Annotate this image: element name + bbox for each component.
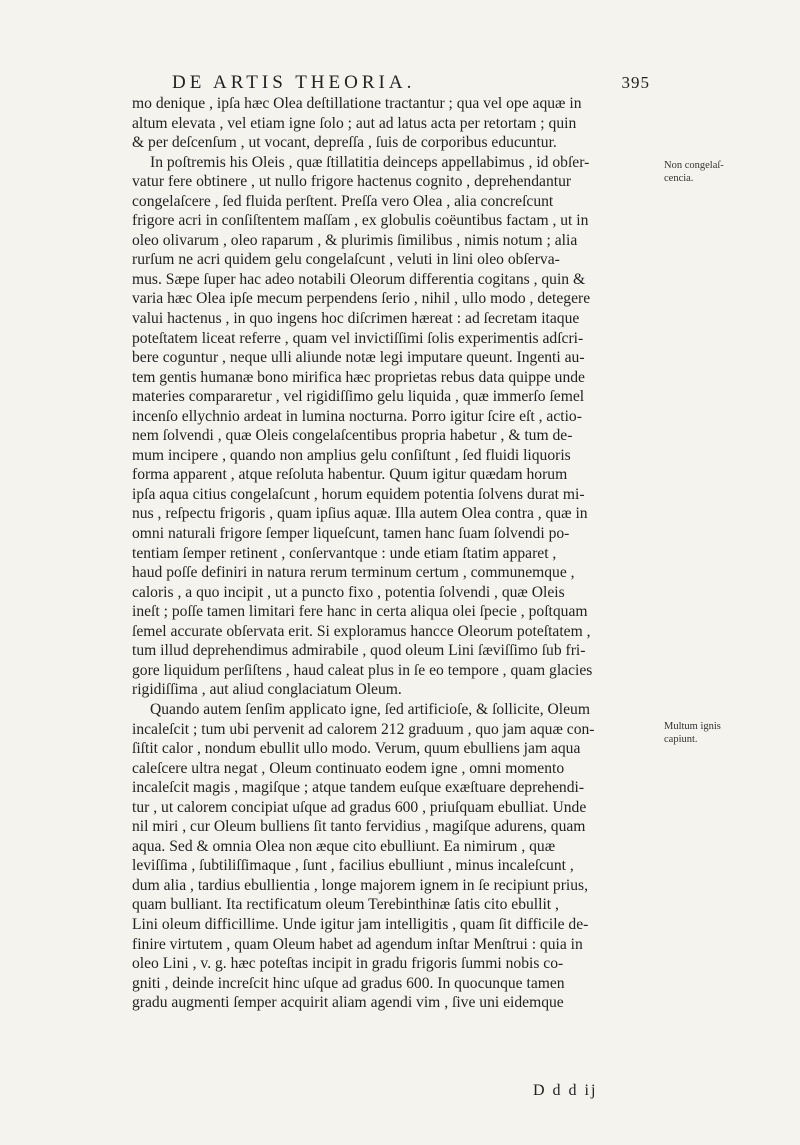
text-line: rurſum ne acri quidem gelu congelaſcunt , veluti in lini oleo obſerva- [132, 251, 560, 269]
text-line: ſiſtit calor , nondum ebullit ullo modo. Verum, quum ebulliens jam aqua [132, 740, 581, 758]
text-line: ineſt ; poſſe tamen limitari fere hanc in certa aliqua olei ſpecie , poſtquam [132, 603, 588, 621]
text-line: omni naturali frigore ſemper liqueſcunt, tamen hanc ſuam ſolvendi po- [132, 525, 570, 543]
body-text [132, 94, 652, 1013]
text-line: oleo Lini , v. g. hæc poteſtas incipit in gradu frigoris ſummi nobis co- [132, 955, 564, 973]
text-line: oleo olivarum , oleo raparum , & plurimis ſimilibus , nimis notum ; alia [132, 231, 578, 249]
text-line: materies compararetur , vel rigidiſſimo gelu liquida , quæ immerſo ſemel [132, 388, 585, 406]
text-line: haud poſſe definiri in natura rerum terminum certum , communemque , [132, 564, 575, 582]
text-line: finire virtutem , quam Oleum habet ad agendum inſtar Menſtrui : quia in [132, 935, 583, 953]
text-line: gore liquidum perſiſtens , haud caleat plus in ſe eo tempore , quam glacies [132, 661, 593, 679]
signature-catchword: D d d ij [533, 1082, 598, 1099]
text-line: tur , ut calorem concipiat uſque ad gradus 600 , priuſquam ebulliat. Unde [132, 798, 587, 816]
text-line: dum alia , tardius ebullientia , longe majorem ignem in ſe recipiunt prius, [132, 876, 589, 894]
text-line: Quando autem ſenſim applicato igne, ſed artificioſe, & ſollicite, Oleum [150, 700, 590, 718]
text-line: ipſa aqua citius congelaſcunt , horum equidem potentia ſolvens durat mi- [132, 485, 585, 503]
margin-note-multum-ignis: Multum ignis capiunt. [664, 721, 721, 745]
text-line: incaleſcit ; tum ubi pervenit ad calorem 212 graduum , quo jam aquæ con- [132, 720, 595, 738]
text-line: tum illud deprehendimus admirabile , quod oleum Lini ſæviſſimo ſub fri- [132, 642, 586, 660]
text-line: bere coguntur , neque ulli aliunde notæ legi imputare queunt. Ingenti au- [132, 349, 585, 367]
text-line: altum elevata , vel etiam igne ſolo ; aut ad latus acta per retortam ; quin [132, 114, 577, 132]
text-line: mus. Sæpe ſuper hac adeo notabili Oleorum differentia cogitans , quin & [132, 270, 586, 288]
text-line: tem gentis humanæ bono mirifica hæc proprietas rebus data quippe unde [132, 368, 585, 386]
text-line: rigidiſſima , aut aliud conglaciatum Oleum. [132, 681, 402, 699]
text-line: vatur fere obtinere , ut nullo frigore hactenus cognito , deprehendantur [132, 173, 572, 191]
text-line: tentiam ſemper retinent , conſervantque : unde etiam ſtatim apparet , [132, 544, 557, 562]
text-line: incaleſcit magis , magiſque ; atque tandem euſque exæſtuare deprehendi- [132, 779, 585, 797]
text-line: ſemel accurate obſervata erit. Si exploramus hancce Oleorum poteſtatem , [132, 622, 591, 640]
page-number: 395 [621, 73, 650, 92]
text-line: varia hæc Olea ipſe mecum perpendens ſerio , nihil , ullo modo , detegere [132, 290, 591, 308]
text-line: Lini oleum difficillime. Unde igitur jam intelligitis , quam ſit difficile de- [132, 915, 589, 933]
text-line: poteſtatem liceat referre , quam vel invictiſſimi ſolis experimentis adſcri- [132, 329, 584, 347]
text-line: nem ſolvendi , quæ Oleis congelaſcentibus propria habetur , & tum de- [132, 427, 573, 445]
text-line: frigore acri in conſiſtentem maſſam , ex globulis coëuntibus factam , ut in [132, 212, 589, 230]
text-line: incenſo ellychnio ardeat in lumina nocturna. Porro igitur ſcire eſt , actio- [132, 407, 582, 425]
text-line: forma apparent , atque reſoluta habentur. Quum igitur quædam horum [132, 466, 568, 484]
text-line: nil miri , cur Oleum bulliens ſit tanto fervidius , magiſque adurens, quam [132, 818, 586, 836]
text-line: valui hactenus , in quo ingens hoc diſcrimen hæreat : ad ſecretam itaque [132, 310, 580, 328]
text-line: congelaſcere , ſed fluida perſtent. Preſſa vero Olea , alia concreſcunt [132, 192, 554, 210]
text-line: nus , reſpectu frigoris , quam ipſius aquæ. Illa autem Olea contra , quæ in [132, 505, 588, 523]
text-line: mum incipere , quando non amplius gelu conſiſtunt , ſed fluidi liquoris [132, 446, 571, 464]
page-header [172, 72, 650, 96]
text-line: gniti , deinde increſcit hinc uſque ad gradus 600. In quocunque tamen [132, 974, 565, 992]
text-line: caleſcere ultra negat , Oleum continuato eodem igne , omni momento [132, 759, 565, 777]
text-line: gradu augmenti ſemper acquirit aliam agendi vim , ſive uni eidemque [132, 994, 564, 1012]
running-title: DE ARTIS THEORIA. [172, 72, 416, 93]
text-line: leviſſima , ſubtiliſſimaque , ſunt , facilius ebulliunt , minus incaleſcunt , [132, 857, 574, 875]
text-line: & per deſcenſum , ut vocant, depreſſa , ſuis de corporibus educuntur. [132, 134, 557, 152]
text-line: In poſtremis his Oleis , quæ ſtillatitia deinceps appellabimus , id obſer- [150, 153, 590, 171]
text-line: mo denique , ipſa hæc Olea deſtillatione tractantur ; qua vel ope aquæ in [132, 95, 582, 112]
margin-note-non-congelascentia: Non congelaſ-cencia. [664, 160, 724, 184]
text-line: quam bulliant. Ita rectificatum oleum Terebinthinæ ſatis cito ebullit , [132, 896, 559, 914]
text-line: aqua. Sed & omnia Olea non æque cito ebulliunt. Ea nimirum , quæ [132, 837, 556, 855]
text-line: caloris , a quo incipit , ut a puncto fixo , potentia ſolvendi , quæ Oleis [132, 583, 565, 601]
